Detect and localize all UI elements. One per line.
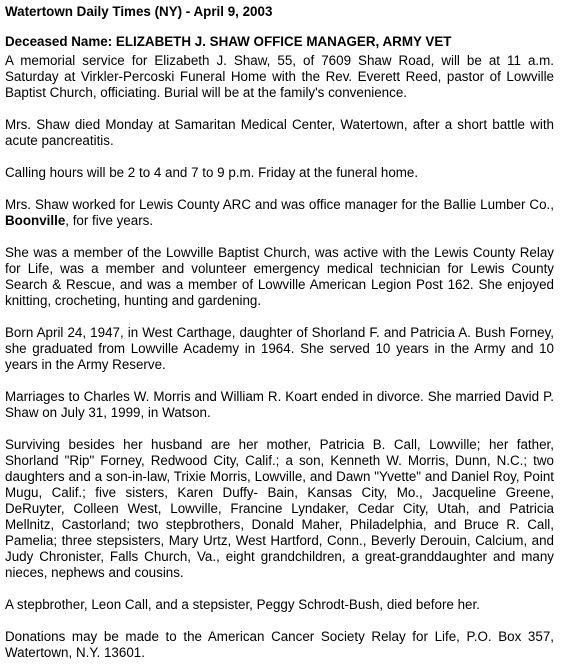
employment-text-start: Mrs. Shaw worked for Lewis County ARC and was office manager for the Ballie Lumber Co.,: [5, 197, 554, 212]
employment-text-end: , for five years.: [65, 213, 154, 228]
paragraph-calling-hours: Calling hours will be 2 to 4 and 7 to 9 p.m. Friday at the funeral home.: [5, 165, 419, 180]
paragraph-memorial-service: A memorial service for Elizabeth J. Shaw, 55, of 7609 Shaw Road, will be at 11 a.m. Saturday at Virkler-Percoski Funeral Home with the Rev. Everett Reed, pastor of Lowville Baptist Church, officiating. Burial will be at the family's convenience.: [5, 53, 554, 100]
paragraph-survivors: Surviving besides her husband are her mother, Patricia B. Call, Lowville; her father, Shorland "Rip" Forney, Redwood City, Calif.; a son, Kenneth W. Morris, Dunn, N.C.; two daughters and a son-in-law, Trixie Morris, Lowville, and Dawn "Yvette" and Daniel Roy, Point Mugu, Calif.; five sisters, Karen Duffy- Bain, Kansas City, Mo., Jacqueline Greene, DeRuyter, Colleen West, Lowville, Francine Lyndaker, Cedar City, Utah, and Patricia Mellnitz, Castorland; two stepbrothers, Donald Maher, Philadelphia, and Bruce R. Call, Pamelia; three stepsisters, Mary Urtz, West Hartford, Conn., Beverly Derouin, Calcium, and Judy Chronister, Falls Church, Va., eight grandchildren, a great-granddaughter and many nieces, nephews and cousins.: [5, 437, 554, 580]
deceased-name-heading: Deceased Name: ELIZABETH J. SHAW OFFICE MANAGER, ARMY VET: [5, 34, 452, 49]
place-name-bold: Boonville: [5, 213, 66, 228]
paragraph-memberships: She was a member of the Lowville Baptist Church, was active with the Lewis County Relay for Life, was a member and volunteer emergency medical technician for Lewis County Search & Rescue, and was a member of Lowville American Legion Post 162. She enjoyed knitting, crocheting, hunting and gardening.: [5, 245, 554, 308]
paragraph-marriages: Marriages to Charles W. Morris and William R. Koart ended in divorce. She married David P. Shaw on July 31, 1999, in Watson.: [5, 389, 554, 420]
paragraph-donations: Donations may be made to the American Cancer Society Relay for Life, P.O. Box 357, Watertown, N.Y. 13601.: [5, 629, 554, 660]
paragraph-death: Mrs. Shaw died Monday at Samaritan Medical Center, Watertown, after a short battle with acute pancreatitis.: [5, 117, 554, 148]
source-line: Watertown Daily Times (NY) - April 9, 2003: [5, 4, 273, 19]
paragraph-birth: Born April 24, 1947, in West Carthage, daughter of Shorland F. and Patricia A. Bush Forney, she graduated from Lowville Academy in 1964. She served 10 years in the Army and 10 years in the Army Reserve.: [5, 325, 554, 372]
paragraph-employment: [5, 197, 554, 229]
paragraph-predeceased: A stepbrother, Leon Call, and a stepsister, Peggy Schrodt-Bush, died before her.: [5, 597, 480, 612]
